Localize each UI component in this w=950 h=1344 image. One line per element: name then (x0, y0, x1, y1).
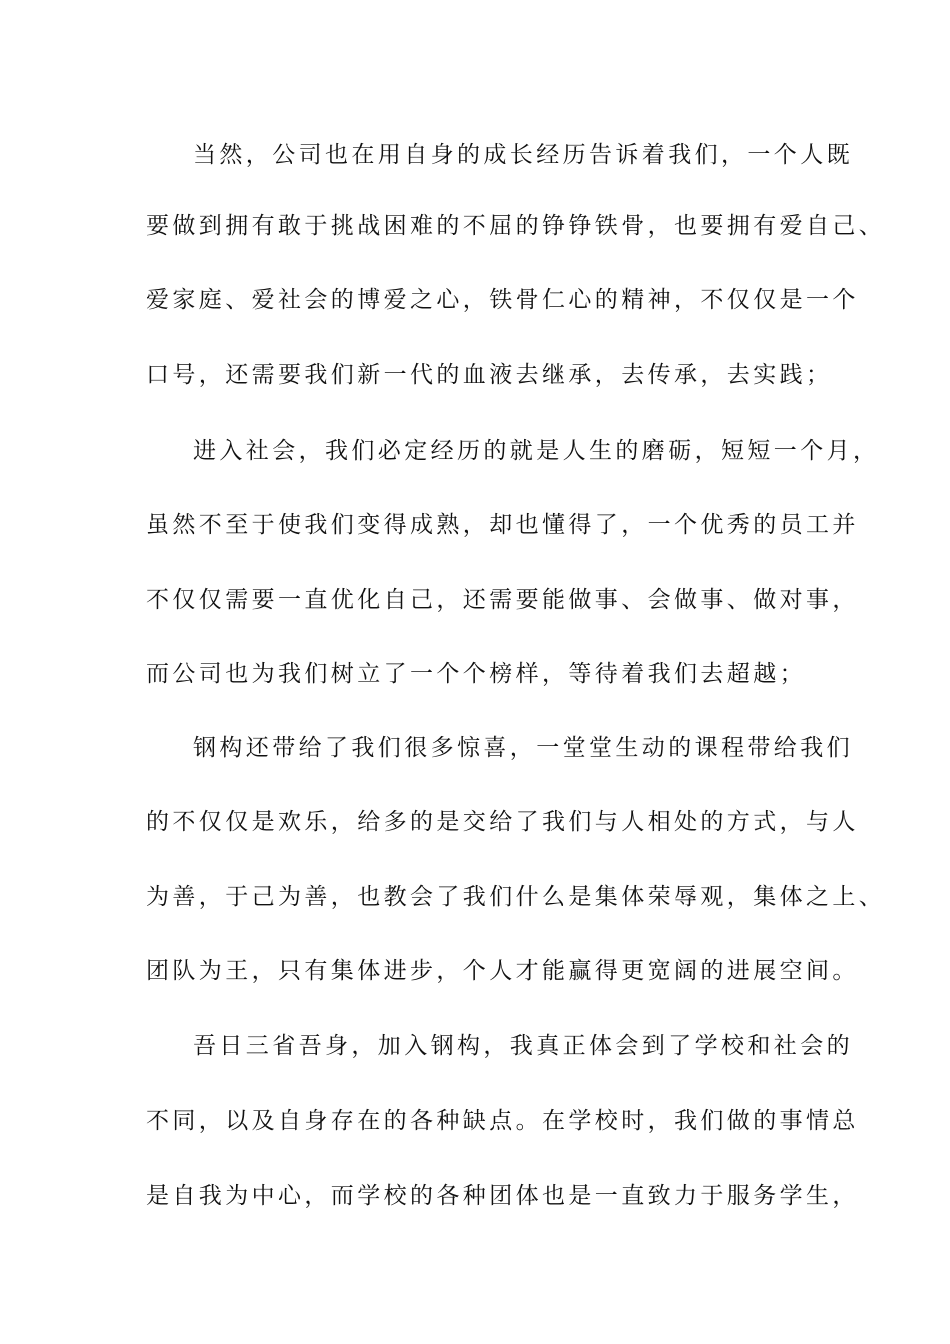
text-line: 不同，以及自身存在的各种缺点。在学校时，我们做的事情总 (146, 1108, 859, 1134)
text-line: 是自我为中心，而学校的各种团体也是一直致力于服务学生， (146, 1183, 859, 1209)
text-line: 吾日三省吾身，加入钢构，我真正体会到了学校和社会的 (193, 1033, 853, 1059)
text-line: 团队为王，只有集体进步，个人才能赢得更宽阔的进展空间。 (146, 958, 859, 984)
text-line: 虽然不至于使我们变得成熟，却也懂得了，一个优秀的员工并 (146, 512, 859, 538)
text-line: 的不仅仅是欢乐，给多的是交给了我们与人相处的方式，与人 (146, 809, 859, 835)
text-line: 要做到拥有敢于挑战困难的不屈的铮铮铁骨，也要拥有爱自己、 (146, 213, 886, 239)
text-line: 不仅仅需要一直优化自己，还需要能做事、会做事、做对事， (146, 587, 859, 613)
text-line: 而公司也为我们树立了一个个榜样，等待着我们去超越； (146, 661, 806, 687)
text-line: 当然，公司也在用自身的成长经历告诉着我们，一个人既 (193, 142, 853, 168)
text-line: 口号，还需要我们新一代的血液去继承，去传承，去实践； (146, 362, 833, 388)
text-line: 为善，于己为善，也教会了我们什么是集体荣辱观，集体之上、 (146, 884, 886, 910)
text-line: 钢构还带给了我们很多惊喜，一堂堂生动的课程带给我们 (193, 735, 853, 761)
text-line: 进入社会，我们必定经历的就是人生的磨砺，短短一个月， (193, 438, 880, 464)
text-line: 爱家庭、爱社会的博爱之心，铁骨仁心的精神，不仅仅是一个 (146, 287, 859, 313)
